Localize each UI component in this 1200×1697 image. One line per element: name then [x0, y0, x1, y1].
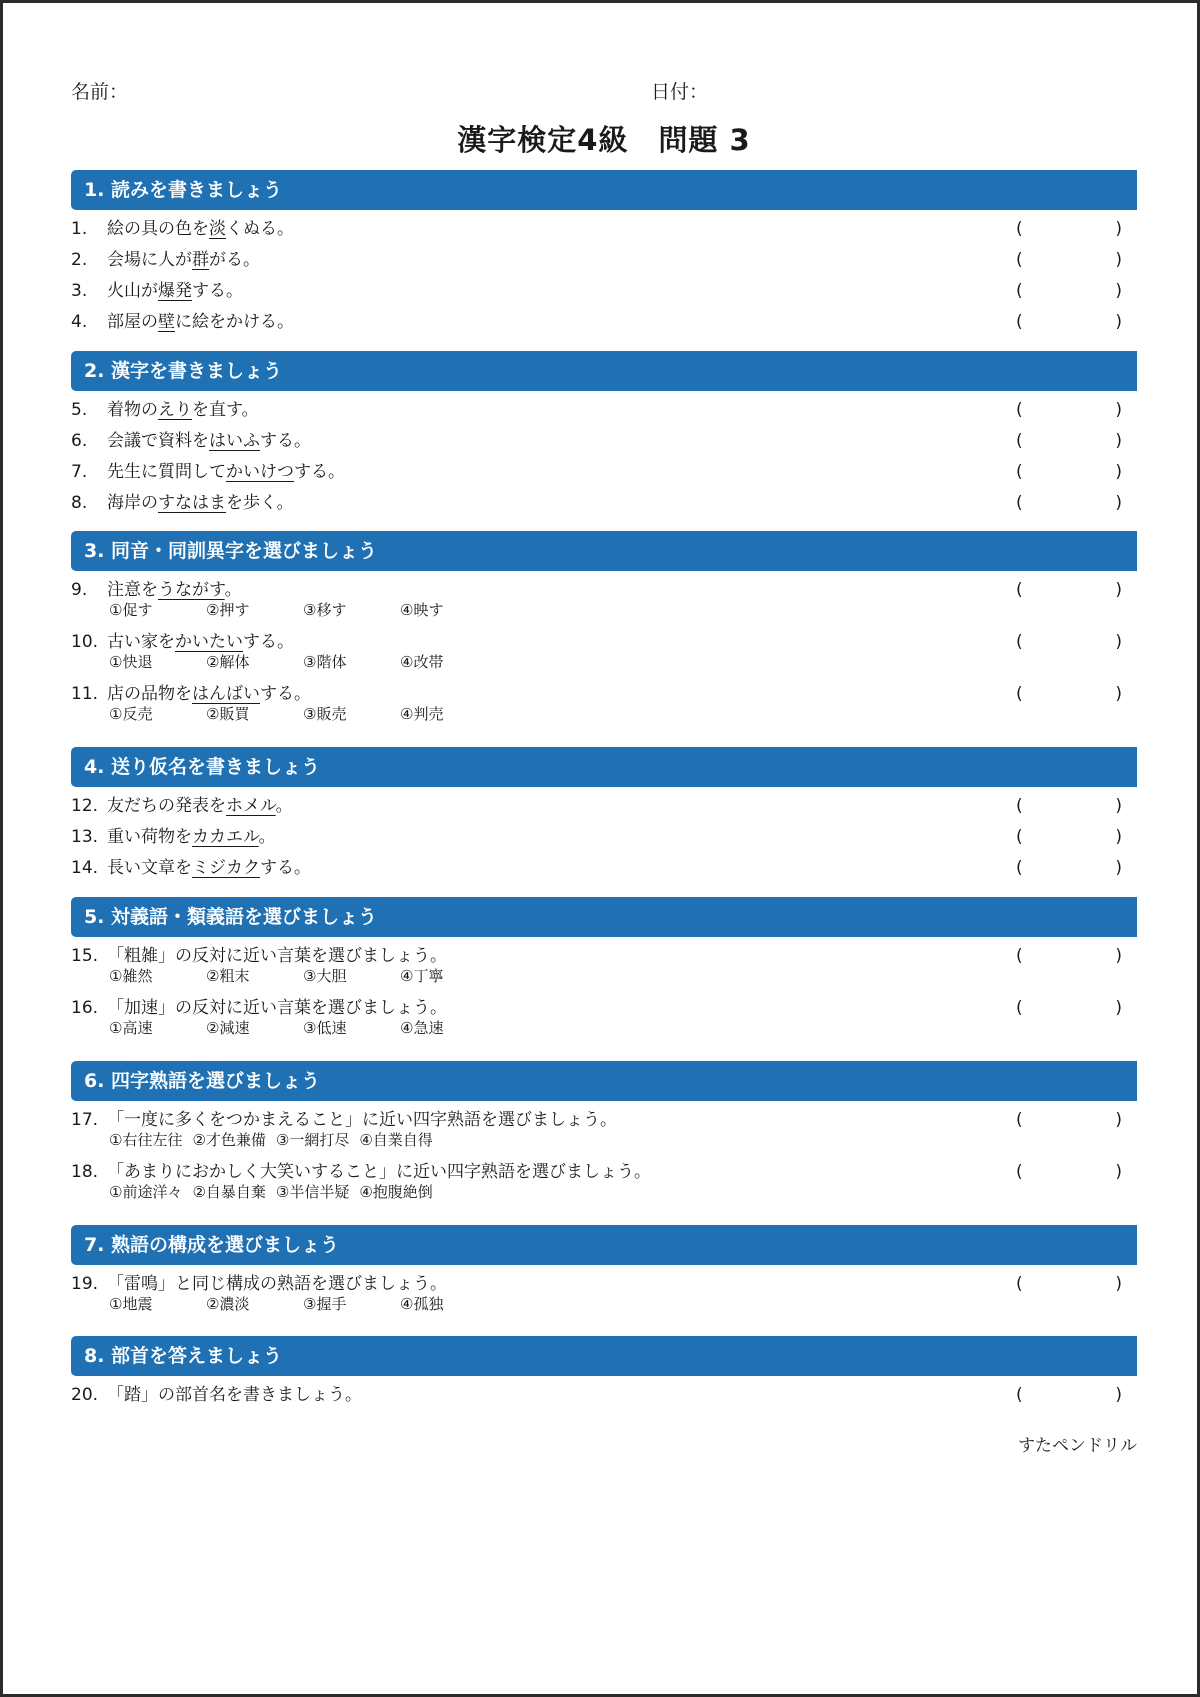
choice-option[interactable]: ④映す	[400, 601, 444, 619]
section-heading: 3. 同音・同訓異字を選びましょう	[71, 531, 1137, 571]
question-post: を直す。	[192, 400, 259, 420]
answer-open-paren: (	[1016, 493, 1023, 513]
question-number: 5.	[71, 400, 88, 420]
question-target: はいふ	[209, 431, 260, 451]
choice-option[interactable]: ①反売	[109, 705, 153, 723]
choice-option[interactable]: ①高速	[109, 1019, 153, 1037]
answer-open-paren: (	[1016, 632, 1023, 652]
question-post: する。	[243, 632, 294, 652]
answer-close-paren: )	[1115, 250, 1122, 270]
question-list	[71, 791, 1137, 884]
question-text	[107, 307, 294, 338]
question-target: カカエル	[192, 827, 259, 847]
question-pre: 「あまりにおかしく大笑いすること」に近い四字熟語を選びましょう。	[107, 1162, 651, 1182]
choice-option[interactable]: ②解体	[206, 653, 250, 671]
choice-option[interactable]: ①促す	[109, 601, 153, 619]
choice-option[interactable]: ①地震	[109, 1295, 153, 1313]
choice-option[interactable]: ③販売	[303, 705, 347, 723]
question-pre: 会議で資料を	[107, 431, 209, 451]
question-pre: 着物の	[107, 400, 158, 420]
question-target: 淡	[209, 219, 226, 239]
question-number: 3.	[71, 281, 88, 301]
choice-option[interactable]: ③半信半疑	[275, 1183, 350, 1201]
section-heading: 5. 対義語・類義語を選びましょう	[71, 897, 1137, 937]
question-post: くぬる。	[226, 219, 294, 239]
question-row	[71, 426, 1137, 457]
question-number: 14.	[71, 858, 99, 878]
question-pre: 「一度に多くをつかまえること」に近い四字熟語を選びましょう。	[107, 1110, 617, 1130]
choice-options	[109, 704, 497, 724]
choice-option[interactable]: ③移す	[303, 601, 347, 619]
question-text	[107, 1380, 362, 1411]
question-post: 。	[275, 796, 293, 816]
section-heading: 4. 送り仮名を書きましょう	[71, 747, 1137, 787]
answer-open-paren: (	[1016, 400, 1023, 420]
section-8	[71, 1336, 1137, 1411]
choice-options	[109, 1018, 497, 1038]
choice-option[interactable]: ④自業自得	[359, 1131, 433, 1149]
question-post: 。	[224, 580, 242, 600]
answer-close-paren: )	[1115, 493, 1122, 513]
answer-close-paren: )	[1115, 632, 1122, 652]
choice-option[interactable]: ③低速	[303, 1019, 347, 1037]
question-target: ミジカク	[192, 858, 260, 878]
answer-open-paren: (	[1016, 1385, 1023, 1405]
question-target: すなはま	[158, 493, 226, 513]
question-post: する。	[192, 281, 243, 301]
question-target: かいけつ	[226, 462, 294, 482]
section-7	[71, 1225, 1137, 1321]
question-post: を歩く。	[226, 493, 294, 513]
answer-open-paren: (	[1016, 1162, 1023, 1182]
answer-close-paren: )	[1115, 219, 1122, 239]
question-text	[107, 457, 345, 488]
section-1	[71, 170, 1137, 338]
section-4	[71, 747, 1137, 884]
question-row	[71, 1105, 1137, 1157]
question-post: がる。	[209, 250, 260, 270]
question-target: 爆発	[158, 281, 192, 301]
question-row	[71, 1380, 1137, 1411]
question-number: 6.	[71, 431, 88, 451]
answer-close-paren: )	[1115, 684, 1122, 704]
question-row	[71, 822, 1137, 853]
choice-option[interactable]: ①右往左往	[109, 1131, 183, 1149]
question-pre: 注意を	[107, 580, 158, 600]
question-row	[71, 627, 1137, 679]
answer-close-paren: )	[1115, 858, 1122, 878]
question-post: する。	[260, 684, 311, 704]
question-number: 18.	[71, 1162, 99, 1182]
choice-option[interactable]: ②自暴自棄	[192, 1183, 266, 1201]
choice-options	[109, 1294, 497, 1314]
answer-close-paren: )	[1115, 281, 1122, 301]
question-row	[71, 307, 1137, 338]
question-target: はんばい	[192, 684, 260, 704]
answer-close-paren: )	[1115, 796, 1122, 816]
question-text	[107, 853, 311, 884]
question-pre: 絵の具の色を	[107, 219, 209, 239]
page-title: 漢字検定4級 問題 3	[457, 123, 751, 157]
question-number: 16.	[71, 998, 99, 1018]
question-post: 。	[258, 827, 276, 847]
question-pre: 友だちの発表を	[107, 796, 226, 816]
section-6	[71, 1061, 1137, 1209]
question-target: うながす	[158, 580, 225, 600]
question-list	[71, 395, 1137, 519]
answer-close-paren: )	[1115, 580, 1122, 600]
choice-options	[109, 600, 497, 620]
question-target: 群	[192, 250, 209, 270]
question-text	[107, 276, 243, 307]
question-list	[71, 1105, 1137, 1209]
question-list	[71, 1380, 1137, 1411]
answer-open-paren: (	[1016, 1274, 1023, 1294]
question-text	[107, 395, 259, 426]
question-row	[71, 575, 1137, 627]
choice-option[interactable]: ④抱腹絶倒	[359, 1183, 433, 1201]
question-row	[71, 791, 1137, 822]
question-target: かいたい	[175, 632, 243, 652]
answer-close-paren: )	[1115, 998, 1122, 1018]
question-pre: 部屋の	[107, 312, 158, 332]
answer-close-paren: )	[1115, 431, 1122, 451]
question-row	[71, 679, 1137, 731]
question-row	[71, 1269, 1137, 1321]
choice-option[interactable]: ①前途洋々	[109, 1183, 183, 1201]
question-list	[71, 575, 1137, 731]
answer-close-paren: )	[1115, 827, 1122, 847]
answer-close-paren: )	[1115, 1385, 1122, 1405]
question-number: 11.	[71, 684, 99, 704]
name-label: 名前：	[71, 81, 129, 103]
answer-open-paren: (	[1016, 796, 1023, 816]
question-target: ホメル	[226, 796, 276, 816]
choice-option[interactable]: ②押す	[206, 601, 250, 619]
question-number: 2.	[71, 250, 88, 270]
choice-option[interactable]: ②才色兼備	[192, 1131, 266, 1149]
choice-option[interactable]: ②粗末	[206, 967, 250, 985]
section-heading: 7. 熟語の構成を選びましょう	[71, 1225, 1137, 1265]
answer-close-paren: )	[1115, 1162, 1122, 1182]
answer-open-paren: (	[1016, 684, 1023, 704]
question-number: 9.	[71, 580, 88, 600]
choice-option[interactable]: ④丁寧	[400, 967, 444, 985]
question-list	[71, 214, 1137, 338]
answer-open-paren: (	[1016, 998, 1023, 1018]
question-post: する。	[260, 858, 311, 878]
choice-option[interactable]: ④急速	[400, 1019, 444, 1037]
question-target: えり	[158, 400, 192, 420]
choice-option[interactable]: ①快退	[109, 653, 153, 671]
answer-open-paren: (	[1016, 281, 1023, 301]
question-pre: 「粗雑」の反対に近い言葉を選びましょう。	[107, 946, 447, 966]
question-row	[71, 488, 1137, 519]
answer-open-paren: (	[1016, 462, 1023, 482]
answer-open-paren: (	[1016, 219, 1023, 239]
footer-brand: すたペンドリル	[1018, 1436, 1137, 1456]
question-row	[71, 395, 1137, 426]
section-heading: 2. 漢字を書きましょう	[71, 351, 1137, 391]
choice-option[interactable]: ③大胆	[303, 967, 347, 985]
answer-close-paren: )	[1115, 946, 1122, 966]
answer-close-paren: )	[1115, 312, 1122, 332]
answer-open-paren: (	[1016, 312, 1023, 332]
question-target: 壁	[158, 312, 175, 332]
question-pre: 長い文章を	[107, 858, 192, 878]
question-row	[71, 853, 1137, 884]
section-5	[71, 897, 1137, 1045]
choice-option[interactable]: ②減速	[206, 1019, 250, 1037]
question-number: 10.	[71, 632, 99, 652]
section-3	[71, 531, 1137, 731]
answer-open-paren: (	[1016, 1110, 1023, 1130]
choice-option[interactable]: ②濃淡	[206, 1295, 250, 1313]
choice-options	[109, 1182, 443, 1202]
answer-open-paren: (	[1016, 946, 1023, 966]
question-text	[107, 791, 293, 822]
question-row	[71, 214, 1137, 245]
question-number: 17.	[71, 1110, 99, 1130]
choice-option[interactable]: ④孤独	[400, 1295, 444, 1313]
question-row	[71, 276, 1137, 307]
question-row	[71, 245, 1137, 276]
answer-open-paren: (	[1016, 431, 1023, 451]
section-heading: 8. 部首を答えましょう	[71, 1336, 1137, 1376]
question-list	[71, 1269, 1137, 1321]
choice-option[interactable]: ③一網打尽	[275, 1131, 350, 1149]
question-number: 8.	[71, 493, 88, 513]
question-text	[107, 488, 294, 519]
choice-options	[109, 1130, 443, 1150]
question-pre: 古い家を	[107, 632, 175, 652]
answer-open-paren: (	[1016, 858, 1023, 878]
answer-open-paren: (	[1016, 250, 1023, 270]
question-pre: 店の品物を	[107, 684, 192, 704]
choice-option[interactable]: ③階体	[303, 653, 347, 671]
question-pre: 「踏」の部首名を書きましょう。	[107, 1385, 362, 1405]
question-row	[71, 457, 1137, 488]
question-row	[71, 993, 1137, 1045]
question-pre: 「加速」の反対に近い言葉を選びましょう。	[107, 998, 447, 1018]
question-pre: 先生に質問して	[107, 462, 226, 482]
choice-option[interactable]: ④判売	[400, 705, 444, 723]
answer-close-paren: )	[1115, 462, 1122, 482]
question-text	[107, 426, 311, 457]
answer-close-paren: )	[1115, 1274, 1122, 1294]
answer-close-paren: )	[1115, 1110, 1122, 1130]
choice-options	[109, 652, 497, 672]
section-heading: 6. 四字熟語を選びましょう	[71, 1061, 1137, 1101]
date-label: 日付：	[651, 81, 709, 103]
question-text	[107, 822, 276, 853]
question-pre: 会場に人が	[107, 250, 192, 270]
section-heading: 1. 読みを書きましょう	[71, 170, 1137, 210]
choice-option[interactable]: ②販買	[206, 705, 250, 723]
question-post: する。	[294, 462, 345, 482]
question-number: 15.	[71, 946, 99, 966]
question-number: 4.	[71, 312, 88, 332]
question-post: に絵をかける。	[175, 312, 294, 332]
question-number: 13.	[71, 827, 99, 847]
choice-option[interactable]: ③握手	[303, 1295, 347, 1313]
choice-options	[109, 966, 497, 986]
answer-open-paren: (	[1016, 827, 1023, 847]
question-number: 19.	[71, 1274, 99, 1294]
choice-option[interactable]: ①雑然	[109, 967, 153, 985]
section-2	[71, 351, 1137, 519]
question-pre: 「雷鳴」と同じ構成の熟語を選びましょう。	[107, 1274, 447, 1294]
question-pre: 海岸の	[107, 493, 158, 513]
question-row	[71, 941, 1137, 993]
question-post: する。	[260, 431, 311, 451]
question-pre: 重い荷物を	[107, 827, 192, 847]
question-list	[71, 941, 1137, 1045]
question-number: 12.	[71, 796, 99, 816]
question-number: 20.	[71, 1385, 99, 1405]
choice-option[interactable]: ④改帯	[400, 653, 444, 671]
question-text	[107, 214, 294, 245]
answer-close-paren: )	[1115, 400, 1122, 420]
question-number: 1.	[71, 219, 88, 239]
question-text	[107, 245, 260, 276]
answer-open-paren: (	[1016, 580, 1023, 600]
question-row	[71, 1157, 1137, 1209]
question-pre: 火山が	[107, 281, 158, 301]
question-number: 7.	[71, 462, 88, 482]
